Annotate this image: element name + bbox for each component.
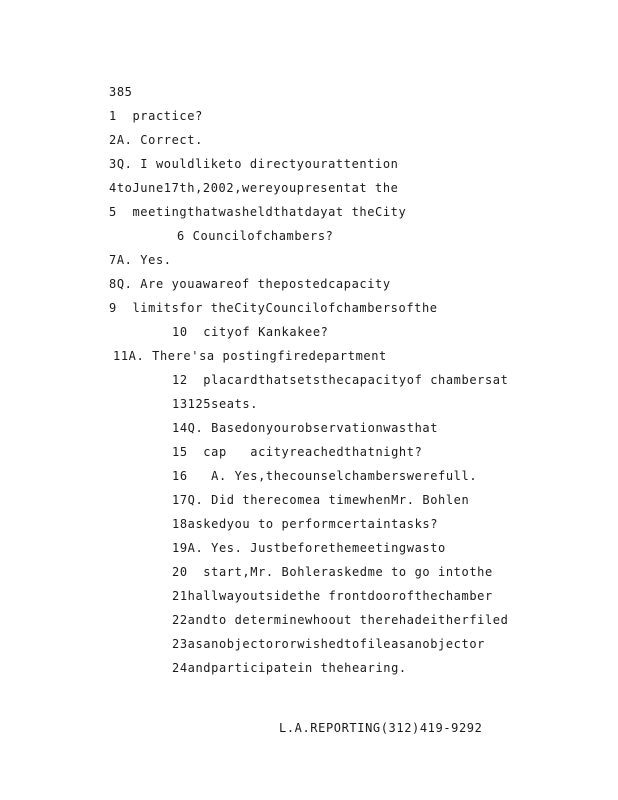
transcript-line-1: 1 practice? — [109, 109, 203, 123]
transcript-line-2: 2A. Correct. — [109, 133, 203, 147]
transcript-line-17: 17Q. Did therecomea timewhenMr. Bohlen — [172, 493, 470, 507]
transcript-line-6: 6 Councilofchambers? — [177, 229, 334, 243]
transcript-line-8: 8Q. Are youawareof thepostedcapacity — [109, 277, 391, 291]
transcript-line-16: 16 A. Yes,thecounselchamberswerefull. — [172, 469, 478, 483]
transcript-line-12: 12 placardthatsetsthecapacityof chambersat — [172, 373, 509, 387]
transcript-line-11: 11A. There'sa postingfiredepartment — [113, 349, 387, 363]
transcript-line-13: 13125seats. — [172, 397, 259, 411]
transcript-line-14: 14Q. Basedonyourobservationwasthat — [172, 421, 439, 435]
transcript-line-7: 7A. Yes. — [109, 253, 172, 267]
transcript-line-21: 21hallwayoutsidethe frontdoorofthechamber — [172, 589, 493, 603]
page-number: 385 — [109, 85, 133, 99]
transcript-line-22: 22andto determinewhoout therehadeitherfiled — [172, 613, 509, 627]
transcript-line-9: 9 limitsfor theCityCouncilofchambersofthe — [109, 301, 438, 315]
transcript-line-10: 10 cityof Kankakee? — [172, 325, 329, 339]
transcript-line-15: 15 cap acityreachedthatnight? — [172, 445, 423, 459]
transcript-line-3: 3Q. I wouldliketo directyourattention — [109, 157, 399, 171]
transcript-line-5: 5 meetingthatwasheldthatdayat theCity — [109, 205, 407, 219]
reporter-footer: L.A.REPORTING(312)419-9292 — [279, 721, 483, 735]
transcript-line-23: 23asanobjectororwishedtofileasanobjector — [172, 637, 485, 651]
transcript-line-4: 4toJune17th,2002,wereyoupresentat the — [109, 181, 399, 195]
transcript-line-18: 18askedyou to performcertaintasks? — [172, 517, 439, 531]
transcript-line-24: 24andparticipatein thehearing. — [172, 661, 407, 675]
transcript-line-20: 20 start,Mr. Bohleraskedme to go intothe — [172, 565, 493, 579]
transcript-line-19: 19A. Yes. Justbeforethemeetingwasto — [172, 541, 446, 555]
